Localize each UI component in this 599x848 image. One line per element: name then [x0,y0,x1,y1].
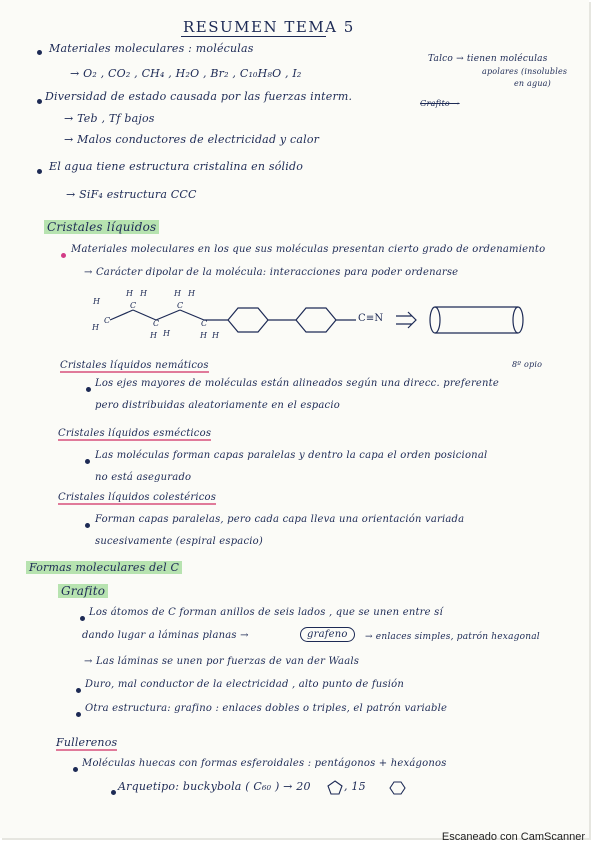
note-buckybola-15: , 15 [344,780,366,793]
note-duro: Duro, mal conductor de la electricidad , alto punto de fusión [85,679,405,690]
side-note-talco-3: en agua) [514,79,551,88]
pentagon-hexagon-icons [326,779,406,797]
note-ejes-mayores: Los ejes mayores de moléculas están alineados según una direcc. preferente [95,378,500,389]
note-van-der-waals: → Las láminas se unen por fuerzas de van der Waals [84,656,360,667]
heading-fullerenos: Fullerenos [56,736,118,749]
svg-text:H: H [188,289,195,298]
svg-text:C: C [201,319,208,328]
bullet-dot [76,712,81,717]
note-buckybola: Arquetipo: buckybola ( C₆₀ ) → 20 [118,780,311,793]
note-diversidad-estado: Diversidad de estado causada por las fuerzas interm. [45,90,353,103]
svg-text:H: H [150,331,157,340]
cyano-group-label: C≡N [358,313,384,324]
bullet-dot [37,50,42,55]
side-note-talco: Talco → tienen moléculas [428,54,548,64]
note-distribuidas-aleatoriamente: pero distribuidas aleatoriamente en el espacio [95,400,340,411]
hexagon-icon [390,782,405,794]
note-materiales-ordenamiento: Materiales moleculares en los que sus moléculas presentan cierto grado de ordenamiento [71,244,546,255]
heading-esmecticos: Cristales líquidos esmécticos [58,428,212,439]
svg-text:H: H [140,289,147,298]
liquid-crystal-structure-diagram [88,286,558,350]
note-espiral: sucesivamente (espiral espacio) [95,536,263,547]
svg-text:C: C [104,316,111,325]
note-atomos-c-anillos: Los átomos de C forman anillos de seis lados , que se unen entre sí [89,607,443,618]
note-laminas-planas: dando lugar a láminas planas → [82,630,249,641]
svg-text:H: H [174,289,181,298]
note-enlaces-simples: → enlaces simples, patrón hexagonal [365,632,540,642]
svg-text:H: H [200,331,207,340]
svg-text:H: H [212,331,219,340]
bullet-dot [73,767,78,772]
heading-colestericos: Cristales líquidos colestéricos [58,492,217,503]
scanner-watermark: Escaneado con CamScanner [441,831,585,843]
note-materiales-moleculares: Materiales moleculares : moléculas [49,42,254,55]
note-caracter-dipolar: → Carácter dipolar de la molécula: interacciones para poder ordenarse [84,267,459,278]
bullet-dot [61,253,66,258]
side-note-grafito: Grafito → [420,99,460,108]
svg-text:C: C [130,301,137,310]
svg-text:H: H [126,289,133,298]
side-note-talco-2: apolares (insolubles [482,67,568,76]
page-title: RESUMEN TEMA 5 [183,18,355,36]
bullet-dot [85,459,90,464]
bullet-dot [111,790,116,795]
note-teb-tf: → Teb , Tf bajos [64,112,155,125]
svg-text:H: H [163,329,170,338]
note-agua-cristalina: El agua tiene estructura cristalina en sólido [49,160,304,173]
note-grafino: Otra estructura: grafino : enlaces dobles o triples, el patrón variable [85,703,448,714]
svg-text:H: H [93,297,100,306]
heading-formas-moleculares: Formas moleculares del C [26,561,182,574]
note-orientacion-variada: Forman capas paralelas, pero cada capa lleva una orientación variada [95,514,465,525]
bullet-dot [37,169,42,174]
bullet-dot [85,523,90,528]
title-underline [181,36,326,37]
heading-nematicos: Cristales líquidos nemáticos [60,360,209,371]
note-capas-paralelas: Las moléculas forman capas paralelas y dentro la capa el orden posicional [95,450,488,461]
note-sif4: → SiF₄ estructura CCC [66,188,197,201]
bullet-dot [80,616,85,621]
bullet-dot [86,387,91,392]
svg-text:C: C [153,319,160,328]
heading-cristales-liquidos: Cristales líquidos [44,220,159,234]
circled-grafeno: grafeno [300,627,355,642]
pentagon-icon [328,781,342,794]
side-note-opio: 8º opio [512,360,543,369]
heading-grafito: Grafito [58,584,108,598]
note-malos-conductores: → Malos conductores de electricidad y calor [64,133,320,146]
note-examples-molecules: → O₂ , CO₂ , CH₄ , H₂O , Br₂ , C₁₀H₈O , I₂ [70,67,302,80]
bullet-dot [76,688,81,693]
bullet-dot [37,99,42,104]
note-no-asegurado: no está asegurado [95,472,192,483]
note-moleculas-huecas: Moléculas huecas con formas esferoidales : pentágonos + hexágonos [82,758,447,769]
svg-text:H: H [92,323,99,332]
svg-text:C: C [177,301,184,310]
